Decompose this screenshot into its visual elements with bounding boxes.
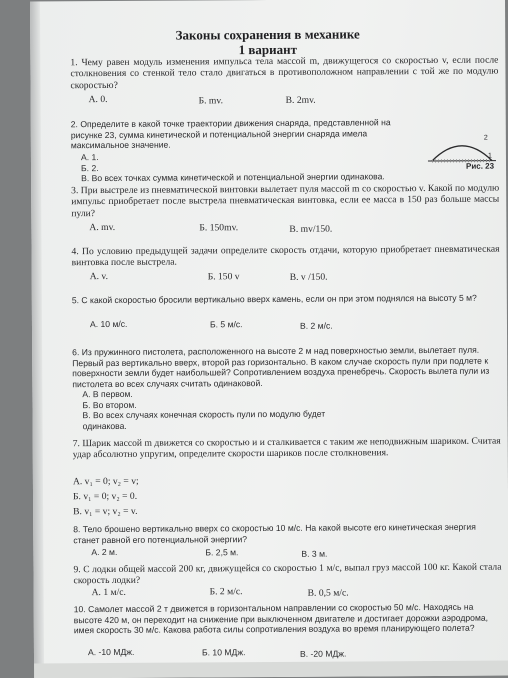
question-8-option-c: В. 3 м. [301, 549, 327, 559]
question-9 [73, 562, 501, 587]
question-7-text: 7. Шарик массой m движется со скоростью и и сталкивается с таким же неподвижным шариком. Считая удар абсолютно упругим, определите скорости шариков после столкновения. [73, 436, 501, 461]
variant-heading: 1 вариант [30, 41, 505, 60]
question-3-option-a: А. mv. [89, 222, 115, 233]
question-4 [72, 244, 500, 269]
question-3-option-b: Б. 150mv. [199, 222, 238, 233]
page-edge-shadow [30, 1, 44, 678]
figure-caption: Рис. 23 [466, 162, 494, 171]
question-8-option-b: Б. 2,5 м. [205, 547, 238, 557]
question-10-option-c: В. -20 МДж. [300, 649, 346, 659]
question-6 [72, 345, 500, 390]
page-title: Законы сохранения в механике [30, 26, 505, 45]
question-10 [74, 602, 502, 636]
question-3-option-c: В. mv/150. [289, 224, 332, 235]
figure-label-2: 2 [484, 135, 488, 142]
question-4-text: 4. По условию предыдущей задачи определите скорость отдачи, которую приобретает пневматическая винтовка после выстрела. [72, 244, 500, 269]
page-bottom-shadow [34, 661, 508, 678]
question-8 [73, 522, 501, 546]
question-4-option-a: А. v. [90, 271, 108, 282]
question-10-option-a: А. -10 МДж. [88, 647, 134, 657]
question-1 [70, 55, 498, 92]
question-3-text: 3. При выстреле из пневматической винтовки вылетает пуля массой m со скоростью v. Какой по модулю импульс приобретает после выстрела пневматическая винтовка, если ее масса в 150 раз больше массы пули? [71, 183, 499, 220]
question-1-option-c: В. 2mv. [286, 95, 316, 106]
question-2-option-b: Б. 2. [81, 160, 508, 173]
question-5-option-b: Б. 5 м/с. [210, 319, 243, 329]
question-2-option-c: В. Во всех точках сумма кинетической и потенциальной энергии одинакова. [81, 171, 508, 184]
question-5 [72, 293, 500, 306]
question-10-option-b: Б. 10 МДж. [202, 647, 246, 657]
question-6-options [82, 388, 342, 432]
worksheet-page [30, 0, 508, 678]
question-5-text: 5. С какой скоростью бросили вертикально вверх камень, если он при этом поднялся на высоту 5 м? [72, 293, 500, 306]
question-8-text: 8. Тело брошено вертикально вверх со скоростью 10 м/с. На какой высоте его кинетическая энергия станет равной его потенциальной энергии? [73, 522, 501, 546]
question-7-option-c: В. v₁ = v; v₂ = v. [73, 502, 501, 520]
question-9-text: 9. С лодки общей массой 200 кг, движущейся со скоростью 1 м/с, выпал груз массой 100 кг. Какой стала скорость лодки? [73, 562, 501, 587]
question-6-option-b: Б. Во втором. [82, 398, 342, 410]
question-1-text: 1. Чему равен модуль изменения импульса тела массой m, движущегося со скоростью v, если после столкновения со стенкой тело стало двигаться в противоположном направлении с той же по модулю скоростью? [70, 55, 498, 92]
question-5-option-a: А. 10 м/с. [90, 319, 127, 329]
question-7-option-b: Б. v₁ = 0; v₂ = 0. [73, 487, 501, 505]
question-6-option-a: А. В первом. [82, 388, 342, 400]
question-5-option-c: В. 2 м/с. [300, 321, 333, 331]
question-3 [71, 183, 499, 220]
question-8-option-a: А. 2 м. [91, 547, 117, 557]
question-1-option-b: Б. mv. [199, 95, 223, 106]
question-2 [71, 117, 421, 151]
question-9-option-b: Б. 2 м/с. [210, 586, 243, 597]
question-4-option-c: В. v /150. [290, 272, 328, 283]
figure-label-1: 1 [488, 153, 492, 160]
question-6-text: 6. Из пружинного пистолета, расположенного на высоте 2 м над поверхностью земли, вылетает пуля. Первый раз вертикально вверх, второй раз горизонтально. В каком случае скорость пули при подлете к поверхности земли будет наибольшей? Сопротивлением воздуха пренебречь. Скорость вылета пули из пистолета во всех случаях считать одинаковой. [72, 345, 500, 390]
question-9-option-c: В. 0,5 м/с. [308, 588, 349, 599]
question-7-option-a: А. v₁ = 0; v₂ = v; [73, 472, 501, 490]
question-10-text: 10. Самолет массой 2 т движется в горизонтальном направлении со скоростью 50 м/с. Находясь на высоте 420 м, он переходит на снижение при выключенном двигателе и достигает дорожки аэродрома, имея скорость 30 м/с. Какова работа силы сопротивления воздуха во время планирующего полета? [74, 602, 502, 636]
question-4-option-b: Б. 150 v [208, 271, 240, 282]
question-9-option-a: А. 1 м/с. [92, 587, 126, 598]
question-7-options [73, 472, 501, 520]
question-7 [73, 436, 501, 461]
question-2-text: 2. Определите в какой точке траектории движения снаряда, представленной на рисунке 23, сумма кинетической и потенциальной энергии снаряда имела максимальное значение. [71, 117, 421, 151]
question-6-option-c: В. Во всех случаях конечная скорость пули по модулю будет одинакова. [83, 409, 343, 432]
question-2-option-a: А. 1. [81, 150, 508, 163]
question-1-option-a: А. 0. [89, 94, 108, 105]
